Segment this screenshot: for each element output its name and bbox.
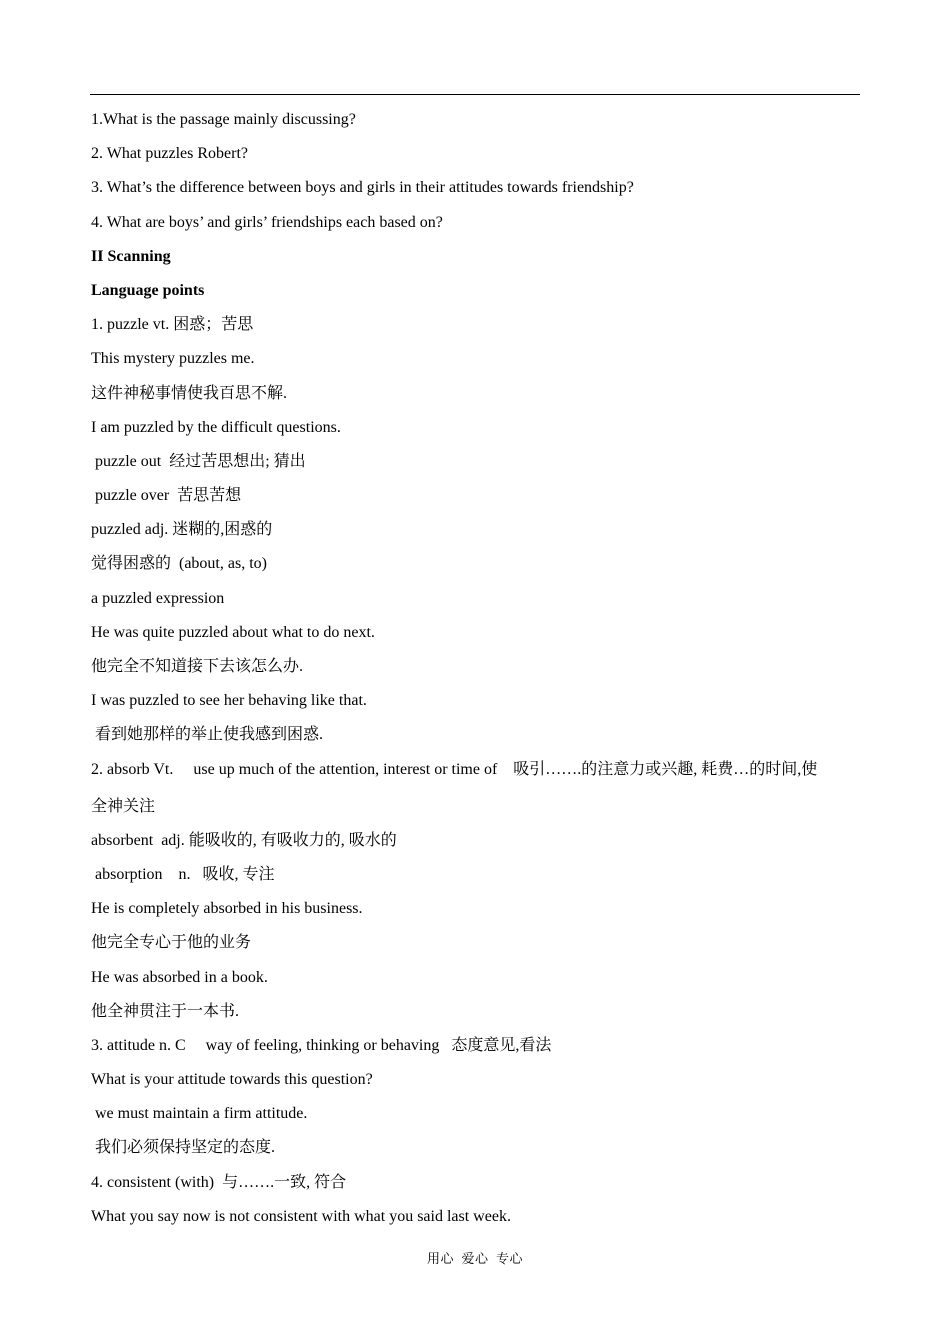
example-line: we must maintain a firm attitude. (91, 1105, 308, 1123)
example-line: He was quite puzzled about what to do next. (91, 623, 375, 641)
phrase-line: puzzle out 经过苦思想出; 猜出 (91, 452, 306, 470)
translation-line: 这件神秘事情使我百思不解. (91, 384, 288, 402)
example-line: He is completely absorbed in his business. (91, 900, 363, 918)
vocab-attitude: 3. attitude n. C way of feeling, thinking or behaving 态度意见,看法 (91, 1036, 552, 1054)
question-2: 2. What puzzles Robert? (91, 145, 248, 163)
question-3: 3. What’s the difference between boys and girls in their attitudes towards friendship? (91, 179, 634, 197)
translation-line: 他完全专心于他的业务 (91, 934, 252, 952)
phrase-line: puzzle over 苦思苦想 (91, 487, 242, 505)
vocab-consistent: 4. consistent (with) 与…….一致, 符合 (91, 1173, 347, 1191)
example-line: He was absorbed in a book. (91, 968, 268, 986)
example-line: I was puzzled to see her behaving like that. (91, 692, 367, 710)
example-line: What you say now is not consistent with what you said last week. (91, 1207, 511, 1225)
vocab-puzzle: 1. puzzle vt. 困惑；苦思 (91, 316, 254, 334)
translation-line: 他全神贯注于一本书. (91, 1002, 240, 1020)
example-line: a puzzled expression (91, 589, 225, 607)
example-line: What is your attitude towards this question? (91, 1071, 373, 1089)
section-heading-scanning: II Scanning (91, 247, 171, 265)
section-heading-language-points: Language points (91, 281, 205, 299)
question-1: 1.What is the passage mainly discussing? (91, 111, 356, 128)
vocab-absorb: 2. absorb Vt. use up much of the attention, interest or time of 吸引…….的注意力或兴趣, 耗费…的时间,使 (91, 760, 818, 778)
header-rule (90, 94, 860, 95)
translation-line: 看到她那样的举止使我感到困惑. (91, 726, 324, 744)
question-4: 4. What are boys’ and girls’ friendships each based on? (91, 213, 443, 231)
vocab-absorbent: absorbent adj. 能吸收的, 有吸收力的, 吸水的 (91, 831, 397, 849)
definition-line: 觉得困惑的 (about, as, to) (91, 555, 267, 573)
vocab-absorb-continued: 全神关注 (91, 797, 156, 815)
document-body (91, 106, 861, 1237)
page-footer: 用心 爱心 专心 (426, 1251, 523, 1266)
vocab-absorption: absorption n. 吸收, 专注 (91, 865, 275, 883)
example-line: I am puzzled by the difficult questions. (91, 418, 341, 436)
example-line: This mystery puzzles me. (91, 350, 255, 368)
translation-line: 他完全不知道接下去该怎么办. (91, 658, 304, 675)
vocab-puzzled: puzzled adj. 迷糊的,困惑的 (91, 521, 273, 539)
translation-line: 我们必须保持坚定的态度. (91, 1139, 276, 1157)
